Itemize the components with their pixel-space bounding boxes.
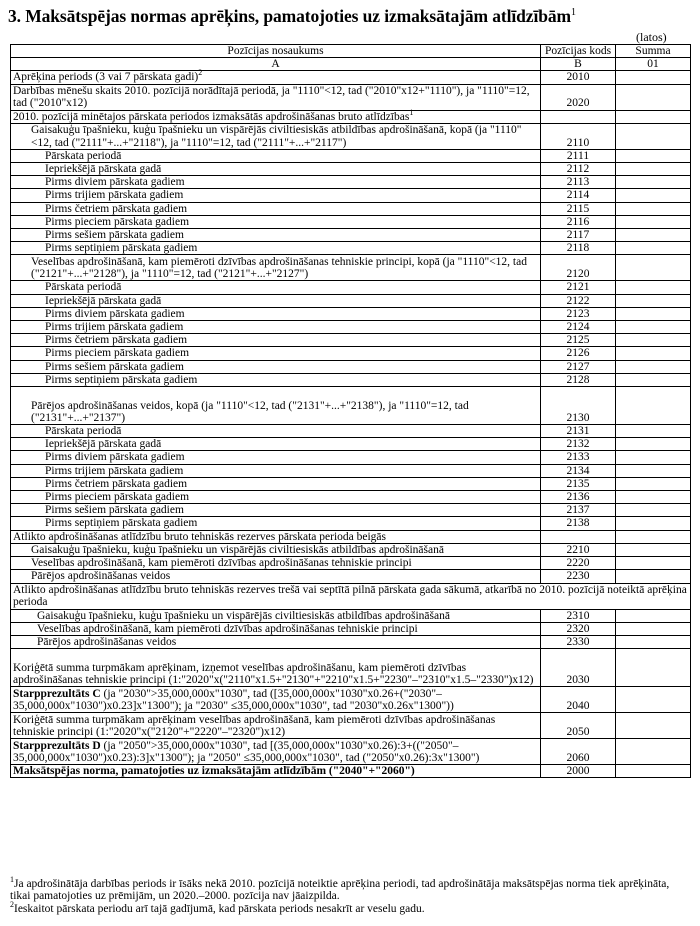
table-row	[11, 438, 691, 451]
table-row	[11, 229, 691, 242]
row-sum-cell[interactable]	[616, 622, 691, 635]
row-sum-cell[interactable]	[616, 649, 691, 687]
table-row	[11, 123, 691, 149]
row-code: 2320	[541, 622, 616, 635]
row-code: 2010	[541, 71, 616, 84]
table-row	[11, 71, 691, 84]
row-name: Pirms trijiem pārskata gadiem	[11, 189, 541, 202]
row-name: Pārējos apdrošināšanas veidos	[11, 635, 541, 648]
row-name: Pirms četriem pārskata gadiem	[11, 202, 541, 215]
row-code: 2132	[541, 438, 616, 451]
row-name: Gaisakuģu īpašnieku, kuģu īpašnieku un vispārējās civiltiesiskās atbildības apdrošināšanā, kopā (ja "1110"<12, tad ("2111"+...+"2118"), ja "1110"=12, tad ("2111"+...+"2117")	[11, 123, 541, 149]
row-sum-cell[interactable]	[616, 334, 691, 347]
row-code: 2114	[541, 189, 616, 202]
row-name: Veselības apdrošināšanā, kam piemēroti dzīvības apdrošināšanas tehniskie principi, kopā (ja "1110"<12, tad ("2121"+...+"2128"), ja "1110"=12, tad ("2121"+...+"2127")	[11, 255, 541, 281]
row-name: Iepriekšējā pārskata gadā	[11, 438, 541, 451]
table-row	[11, 543, 691, 556]
row-sum-cell[interactable]	[616, 123, 691, 149]
row-sum-cell[interactable]	[616, 84, 691, 110]
row-code: 2135	[541, 477, 616, 490]
table-row	[11, 294, 691, 307]
col-code-header: Pozīcijas kods	[541, 45, 616, 58]
row-code: 2230	[541, 570, 616, 583]
row-sum-cell[interactable]	[616, 570, 691, 583]
table-row	[11, 739, 691, 765]
row-code: 2117	[541, 229, 616, 242]
row-code: 2131	[541, 425, 616, 438]
row-sum-cell[interactable]	[616, 373, 691, 386]
row-code: 2120	[541, 255, 616, 281]
row-name: Pirms diviem pārskata gadiem	[11, 451, 541, 464]
row-code: 2030	[541, 649, 616, 687]
row-code: 2210	[541, 543, 616, 556]
row-name: Pārskata periodā	[11, 281, 541, 294]
table-row	[11, 334, 691, 347]
table-row	[11, 649, 691, 687]
row-code: 2111	[541, 149, 616, 162]
table-row	[11, 713, 691, 739]
section-title: 3. Maksātspējas normas aprēķins, pamatojoties uz izmaksātajām atlīdzībām$^1$	[8, 6, 576, 26]
row-sum-cell[interactable]	[616, 635, 691, 648]
row-name: Pirms četriem pārskata gadiem	[11, 334, 541, 347]
table-row	[11, 530, 691, 543]
table-row	[11, 189, 691, 202]
row-sum-cell[interactable]	[616, 149, 691, 162]
row-code: 2118	[541, 242, 616, 255]
row-code: 2123	[541, 307, 616, 320]
row-name: Darbības mēnešu skaits 2010. pozīcijā norādītajā periodā, ja "1110"<12, tad ("2010"x12+"1110"), ja "1110"=12, tad ("2010"x12)	[11, 84, 541, 110]
row-name: Veselības apdrošināšanā, kam piemēroti dzīvības apdrošināšanas tehniskie principi	[11, 622, 541, 635]
table-row	[11, 570, 691, 583]
table-row	[11, 215, 691, 228]
row-sum-cell[interactable]	[616, 347, 691, 360]
row-name: Pirms pieciem pārskata gadiem	[11, 215, 541, 228]
row-code: 2310	[541, 609, 616, 622]
row-code: 2113	[541, 176, 616, 189]
table-row	[11, 622, 691, 635]
footnotes	[10, 875, 690, 915]
footnote-2: $^2$Ieskaitot pārskata periodu arī tajā gadījumā, kad pārskata periods nesakrīt ar veselu gadu.	[10, 899, 425, 915]
row-sum-cell[interactable]	[616, 189, 691, 202]
row-sum-cell[interactable]	[616, 464, 691, 477]
row-sum-cell[interactable]	[616, 557, 691, 570]
table-row	[11, 347, 691, 360]
row-name: Pārskata periodā	[11, 425, 541, 438]
row-sum-cell[interactable]	[616, 504, 691, 517]
row-name: Gaisakuģu īpašnieku, kuģu īpašnieku un vispārējās civiltiesiskās atbildības apdrošināšanā	[11, 543, 541, 556]
row-sum-cell[interactable]	[616, 687, 691, 713]
row-code: 2116	[541, 215, 616, 228]
row-code: 2138	[541, 517, 616, 530]
row-code: 2112	[541, 163, 616, 176]
row-name: Pirms sešiem pārskata gadiem	[11, 229, 541, 242]
row-name: Pirms sešiem pārskata gadiem	[11, 360, 541, 373]
row-code: 2126	[541, 347, 616, 360]
row-code: 2050	[541, 713, 616, 739]
table-row	[11, 477, 691, 490]
row-name: Maksātspējas norma, pamatojoties uz izmaksātajām atlīdzībām ("2040"+"2060")	[11, 765, 541, 778]
table-row	[11, 281, 691, 294]
row-name: Pirms septiņiem pārskata gadiem	[11, 242, 541, 255]
col-name-header: Pozīcijas nosaukums	[11, 45, 541, 58]
table-row	[11, 583, 691, 609]
row-code: 2133	[541, 451, 616, 464]
row-name: Pirms septiņiem pārskata gadiem	[11, 517, 541, 530]
letter-01: 01	[616, 58, 691, 71]
table-row	[11, 609, 691, 622]
row-name: Iepriekšējā pārskata gadā	[11, 163, 541, 176]
row-name: Aprēķina periods (3 vai 7 pārskata gadi)$^2$	[11, 71, 541, 84]
row-code: 2060	[541, 739, 616, 765]
row-code: 2000	[541, 765, 616, 778]
row-name: Pārējos apdrošināšanas veidos, kopā (ja "1110"<12, tad ("2131"+...+"2138"), ja "1110"=12, tad ("2131"+...+"2137")	[11, 387, 541, 425]
table-row	[11, 451, 691, 464]
row-code: 2110	[541, 123, 616, 149]
row-sum-cell[interactable]	[616, 360, 691, 373]
table-row	[11, 425, 691, 438]
table-row	[11, 242, 691, 255]
row-sum-cell[interactable]	[616, 294, 691, 307]
row-code: 2020	[541, 84, 616, 110]
table-body	[11, 68, 691, 778]
table-row	[11, 202, 691, 215]
row-sum-cell[interactable]	[616, 609, 691, 622]
row-name: Pirms trijiem pārskata gadiem	[11, 321, 541, 334]
table-row	[11, 687, 691, 713]
row-sum-cell[interactable]	[616, 255, 691, 281]
row-code: 2330	[541, 635, 616, 648]
row-sum-cell[interactable]	[616, 163, 691, 176]
row-code: 2124	[541, 321, 616, 334]
currency-unit: (latos)	[636, 30, 667, 44]
row-name: Atlikto apdrošināšanas atlīdzību bruto tehniskās rezerves trešā vai septītā pilnā pārskata gada sākumā, atkarībā no 2010. pozīcijā noteiktā aprēķina perioda	[11, 583, 691, 609]
row-name: Veselības apdrošināšanā, kam piemēroti dzīvības apdrošināšanas tehniskie principi	[11, 557, 541, 570]
table-letter-row	[11, 58, 691, 71]
table-row	[11, 504, 691, 517]
row-sum-cell[interactable]	[616, 242, 691, 255]
row-sum-cell[interactable]	[616, 451, 691, 464]
row-name: Pirms pieciem pārskata gadiem	[11, 347, 541, 360]
row-code: 2121	[541, 281, 616, 294]
row-code: 2115	[541, 202, 616, 215]
col-sum-header: Summa	[616, 45, 691, 58]
table-row	[11, 517, 691, 530]
row-name: Pārskata periodā	[11, 149, 541, 162]
row-name: Starpprezultāts D (ja "2050">35,000,000x"1030", tad [(35,000,000x"1030"x0.26):3+(("2050"–35,000,000x"1030")x0.23):3]x"1300"); ja "2050" ≤35,000,000x"1030", tad ("2050"x0.26):3x"1300")	[11, 739, 541, 765]
row-name: Pārējos apdrošināšanas veidos	[11, 570, 541, 583]
row-sum-cell[interactable]	[616, 387, 691, 425]
row-sum-cell[interactable]	[616, 425, 691, 438]
row-sum-cell[interactable]	[616, 739, 691, 765]
row-sum-cell[interactable]	[616, 307, 691, 320]
table-row	[11, 176, 691, 189]
row-code: 2130	[541, 387, 616, 425]
solvency-table	[10, 44, 691, 778]
table-row	[11, 307, 691, 320]
row-code	[541, 530, 616, 543]
table-row	[11, 491, 691, 504]
table-header-row	[11, 45, 691, 58]
row-sum-cell[interactable]	[616, 110, 691, 123]
row-sum-cell[interactable]	[616, 517, 691, 530]
table-row	[11, 557, 691, 570]
row-sum-cell[interactable]	[616, 765, 691, 778]
letter-b: B	[541, 58, 616, 71]
row-name: Pirms sešiem pārskata gadiem	[11, 504, 541, 517]
row-sum-cell[interactable]	[616, 229, 691, 242]
row-name: Starpprezultāts C (ja "2030">35,000,000x"1030", tad ([35,000,000x"1030"x0.26+("2030"–35,000,000x"1030")x0.23]x"1300"); ja "2030" ≤35,000,000x"1030", tad "2030"x0.26x"1300"))	[11, 687, 541, 713]
table-row	[11, 149, 691, 162]
row-sum-cell[interactable]	[616, 438, 691, 451]
table-row	[11, 110, 691, 123]
row-code	[541, 110, 616, 123]
row-code: 2136	[541, 491, 616, 504]
row-sum-cell[interactable]	[616, 215, 691, 228]
row-code: 2128	[541, 373, 616, 386]
table-row	[11, 84, 691, 110]
row-name: Pirms septiņiem pārskata gadiem	[11, 373, 541, 386]
table-row	[11, 321, 691, 334]
row-sum-cell[interactable]	[616, 71, 691, 84]
row-sum-cell[interactable]	[616, 321, 691, 334]
table-row	[11, 464, 691, 477]
row-code: 2137	[541, 504, 616, 517]
row-name: Iepriekšējā pārskata gadā	[11, 294, 541, 307]
row-name: Pirms pieciem pārskata gadiem	[11, 491, 541, 504]
row-sum-cell[interactable]	[616, 176, 691, 189]
row-name: Gaisakuģu īpašnieku, kuģu īpašnieku un vispārējās civiltiesiskās atbildības apdrošināšanā	[11, 609, 541, 622]
footnote-1: $^1$Ja apdrošinātāja darbības periods ir īsāks nekā 2010. pozīcijā noteiktie aprēķina periodi, tad apdrošinātāja maksātspējas norma tiek aprēķināta, tikai pamatojoties uz prēmijām, un 2020.–2000. pozīcija nav jāaizpilda.	[10, 875, 670, 903]
letter-a: A	[11, 58, 541, 71]
row-code: 2040	[541, 687, 616, 713]
row-code: 2220	[541, 557, 616, 570]
row-name: Atlikto apdrošināšanas atlīdzību bruto tehniskās rezerves pārskata perioda beigās	[11, 530, 541, 543]
table-row	[11, 373, 691, 386]
row-sum-cell[interactable]	[616, 530, 691, 543]
row-name: Koriģētā summa turpmākam aprēķinam, izņemot veselības apdrošināšanu, kam piemēroti dzīvības apdrošināšanas tehniskie principi (1:"2020"x("2110"x1.5+"2130"+"2210"x1.5+"2230"–"2310"x1.5–"2330")x12)	[11, 649, 541, 687]
row-name: Pirms diviem pārskata gadiem	[11, 307, 541, 320]
row-sum-cell[interactable]	[616, 202, 691, 215]
table-row	[11, 765, 691, 778]
row-sum-cell[interactable]	[616, 477, 691, 490]
table-row	[11, 387, 691, 425]
row-name: Pirms četriem pārskata gadiem	[11, 477, 541, 490]
row-code: 2122	[541, 294, 616, 307]
table-row	[11, 163, 691, 176]
row-name: Pirms diviem pārskata gadiem	[11, 176, 541, 189]
row-sum-cell[interactable]	[616, 281, 691, 294]
table-row	[11, 635, 691, 648]
row-sum-cell[interactable]	[616, 491, 691, 504]
row-code: 2134	[541, 464, 616, 477]
table-row	[11, 360, 691, 373]
table-row	[11, 255, 691, 281]
row-name: Koriģētā summa turpmākam aprēķinam veselības apdrošināšanā, kam piemēroti dzīvības apdrošināšanas tehniskie principi (1:"2020"x("2120"+"2220"–"2320")x12)	[11, 713, 541, 739]
row-name: 2010. pozīcijā minētajos pārskata periodos izmaksātās apdrošināšanas bruto atlīdzības$^1$	[11, 110, 541, 123]
row-sum-cell[interactable]	[616, 713, 691, 739]
row-name: Pirms trijiem pārskata gadiem	[11, 464, 541, 477]
row-code: 2125	[541, 334, 616, 347]
row-sum-cell[interactable]	[616, 543, 691, 556]
row-code: 2127	[541, 360, 616, 373]
